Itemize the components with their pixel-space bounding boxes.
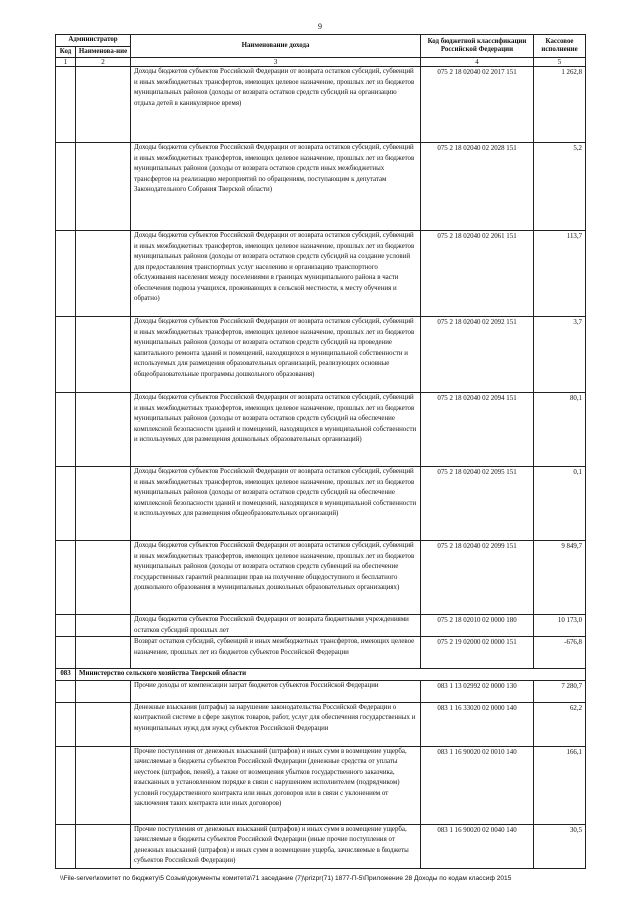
table-row xyxy=(56,702,586,746)
table-row xyxy=(56,231,586,317)
column-number: 2 xyxy=(76,58,131,67)
page-number: 9 xyxy=(318,22,322,31)
income-name: Возврат остатков субсидий, субвенций и иных межбюджетных трансфертов, имеющих целевое назначение, прошлых лет из бюджетов субъектов Российской Федерации xyxy=(131,637,421,669)
cash-execution-header: Кассовое исполнение xyxy=(534,35,586,58)
column-number: 3 xyxy=(131,58,421,67)
budget-code: 075 2 18 02040 02 2094 151 xyxy=(421,393,534,467)
budget-code: 075 2 18 02040 02 2017 151 xyxy=(421,67,534,143)
table-row xyxy=(56,824,586,868)
income-name: Доходы бюджетов субъектов Российской Федерации от возврата остатков субсидий, субвенций и иных межбюджетных трансфертов, имеющих целевое назначение, прошлых лет из бюджетов муниципальных районов (доходы от возврата остатков средств субсидий на создание условий для предоставления транспортных услуг населению и организацию транспортного обслуживания населения между поселениями в границах муниципального района в части обеспечения подвоза учащихся, проживающих в сельской местности, к месту обучения и обратно) xyxy=(131,231,421,317)
department-name: Министерство сельского хозяйства Тверской области xyxy=(76,669,586,681)
income-name: Прочие доходы от компенсации затрат бюджетов субъектов Российской Федерации xyxy=(131,680,421,702)
table-row xyxy=(56,393,586,467)
income-name-header: Наименование дохода xyxy=(131,35,421,58)
amount: -676,8 xyxy=(534,637,586,669)
amount: 7 280,7 xyxy=(534,680,586,702)
amount: 113,7 xyxy=(534,231,586,317)
department-row xyxy=(56,669,586,681)
budget-code: 075 2 18 02040 02 2092 151 xyxy=(421,317,534,393)
amount: 62,2 xyxy=(534,702,586,746)
income-name: Денежные взыскания (штрафы) за нарушение законодательства Российской Федерации о контрактной системе в сфере закупок товаров, работ, услуг для обеспечения государственных и муниципальных нужд для нужд субъектов Российской Федерации xyxy=(131,702,421,746)
table-row xyxy=(56,143,586,231)
income-name: Доходы бюджетов субъектов Российской Федерации от возврата бюджетными учреждениями остатков субсидий прошлых лет xyxy=(131,615,421,637)
department-code: 083 xyxy=(56,669,76,681)
income-table xyxy=(55,34,586,869)
income-name: Доходы бюджетов субъектов Российской Федерации от возврата остатков субсидий, субвенций и иных межбюджетных трансфертов, имеющих целевое назначение, прошлых лет из бюджетов муниципальных районов (доходы от возврата остатков средств субвенций на обеспечение государственных гарантий реализации прав на получение общедоступного и бесплатного дошкольного образования в муниципальных дошкольных образовательных организациях) xyxy=(131,541,421,615)
income-name: Доходы бюджетов субъектов Российской Федерации от возврата остатков субсидий, субвенций и иных межбюджетных трансфертов, имеющих целевое назначение, прошлых лет из бюджетов муниципальных районов (доходы от возврата остатков средств иных межбюджетных трансфертов на реализацию мероприятий по обращениям, поступающим к депутатам Законодательного Собрания Тверской области) xyxy=(131,143,421,231)
amount: 166,1 xyxy=(534,746,586,824)
column-number: 4 xyxy=(421,58,534,67)
table-row xyxy=(56,317,586,393)
budget-code: 075 2 18 02040 02 2028 151 xyxy=(421,143,534,231)
administrator-header: Администратор xyxy=(56,35,131,47)
income-name: Доходы бюджетов субъектов Российской Федерации от возврата остатков субсидий, субвенций и иных межбюджетных трансфертов, имеющих целевое назначение, прошлых лет из бюджетов муниципальных районов (доходы от возврата остатков средств субсидий на организацию отдыха детей в каникулярное время) xyxy=(131,67,421,143)
budget-code: 083 1 16 90020 02 0010 140 xyxy=(421,746,534,824)
amount: 5,2 xyxy=(534,143,586,231)
income-name: Доходы бюджетов субъектов Российской Федерации от возврата остатков субсидий, субвенций и иных межбюджетных трансфертов, имеющих целевое назначение, прошлых лет из бюджетов муниципальных районов (доходы от возврата остатков средств субсидий на обеспечение комплексной безопасности зданий и помещений, находящихся в муниципальной собственности и используемых для размещения дошкольных образовательных организаций) xyxy=(131,393,421,467)
income-name: Прочие поступления от денежных взысканий (штрафов) и иных сумм в возмещение ущерба, зачисляемые в бюджеты субъектов Российской Федерации (иные прочие поступления от денежных взысканий (штрафов) и иных сумм в возмещение ущерба, зачисляемые в бюджеты субъектов Российской Федерации) xyxy=(131,824,421,868)
admin-code-header: Код xyxy=(56,46,76,58)
income-name: Прочие поступления от денежных взысканий (штрафов) и иных сумм в возмещение ущерба, зачисляемые в бюджеты субъектов Российской Федерации (денежные средства от уплаты неустоек (штрафов, пеней), а также от возмещения убытков государственного заказчика, взысканных в установленном порядке в связи с нарушением исполнителем (подрядчиком) условий государственного контракта или иных договоров или в связи с уклонением от заключения таких контракта или иных договоров) xyxy=(131,746,421,824)
column-number: 1 xyxy=(56,58,76,67)
table-row xyxy=(56,541,586,615)
table-row xyxy=(56,67,586,143)
budget-code: 075 2 18 02040 02 2061 151 xyxy=(421,231,534,317)
income-name: Доходы бюджетов субъектов Российской Федерации от возврата остатков субсидий, субвенций и иных межбюджетных трансфертов, имеющих целевое назначение, прошлых лет из бюджетов муниципальных районов (доходы от возврата остатков средств субсидий на обеспечение комплексной безопасности зданий и помещений, находящихся в муниципальной собственности и используемых для размещения общеобразовательных организаций) xyxy=(131,467,421,541)
amount: 1 262,8 xyxy=(534,67,586,143)
amount: 10 173,0 xyxy=(534,615,586,637)
amount: 30,5 xyxy=(534,824,586,868)
budget-code: 075 2 18 02010 02 0000 180 xyxy=(421,615,534,637)
budget-code: 075 2 18 02040 02 2099 151 xyxy=(421,541,534,615)
amount: 80,1 xyxy=(534,393,586,467)
table-row xyxy=(56,680,586,702)
amount: 9 849,7 xyxy=(534,541,586,615)
table-row xyxy=(56,746,586,824)
table-row xyxy=(56,467,586,541)
budget-code: 075 2 19 02000 02 0000 151 xyxy=(421,637,534,669)
table-row xyxy=(56,637,586,669)
amount: 3,7 xyxy=(534,317,586,393)
amount: 0,1 xyxy=(534,467,586,541)
admin-name-header: Наименова-ние xyxy=(76,46,131,58)
budget-code-header: Код бюджетной классификации Российской Федерации xyxy=(421,35,534,58)
income-name: Доходы бюджетов субъектов Российской Федерации от возврата остатков субсидий, субвенций и иных межбюджетных трансфертов, имеющих целевое назначение, прошлых лет из бюджетов муниципальных районов (доходы от возврата остатков средств субсидий на проведение капитального ремонта зданий и помещений, находящихся в муниципальной собственности и используемых для размещения образовательных организаций, реализующих основные общеобразовательные программы дошкольного образования) xyxy=(131,317,421,393)
table-row xyxy=(56,615,586,637)
budget-code: 083 1 16 90020 02 0040 140 xyxy=(421,824,534,868)
budget-code: 083 1 16 33020 02 0000 140 xyxy=(421,702,534,746)
file-path-footer: \\File-server\комитет по бюджету\5 Созыв\документы комитета\71 заседание (7)\prizpr(71) 1877-П-5\Приложение 28 Доходы по кодам классиф 2015 xyxy=(60,875,512,882)
column-number: 5 xyxy=(534,58,586,67)
budget-code: 083 1 13 02992 02 0000 130 xyxy=(421,680,534,702)
budget-code: 075 2 18 02040 02 2095 151 xyxy=(421,467,534,541)
